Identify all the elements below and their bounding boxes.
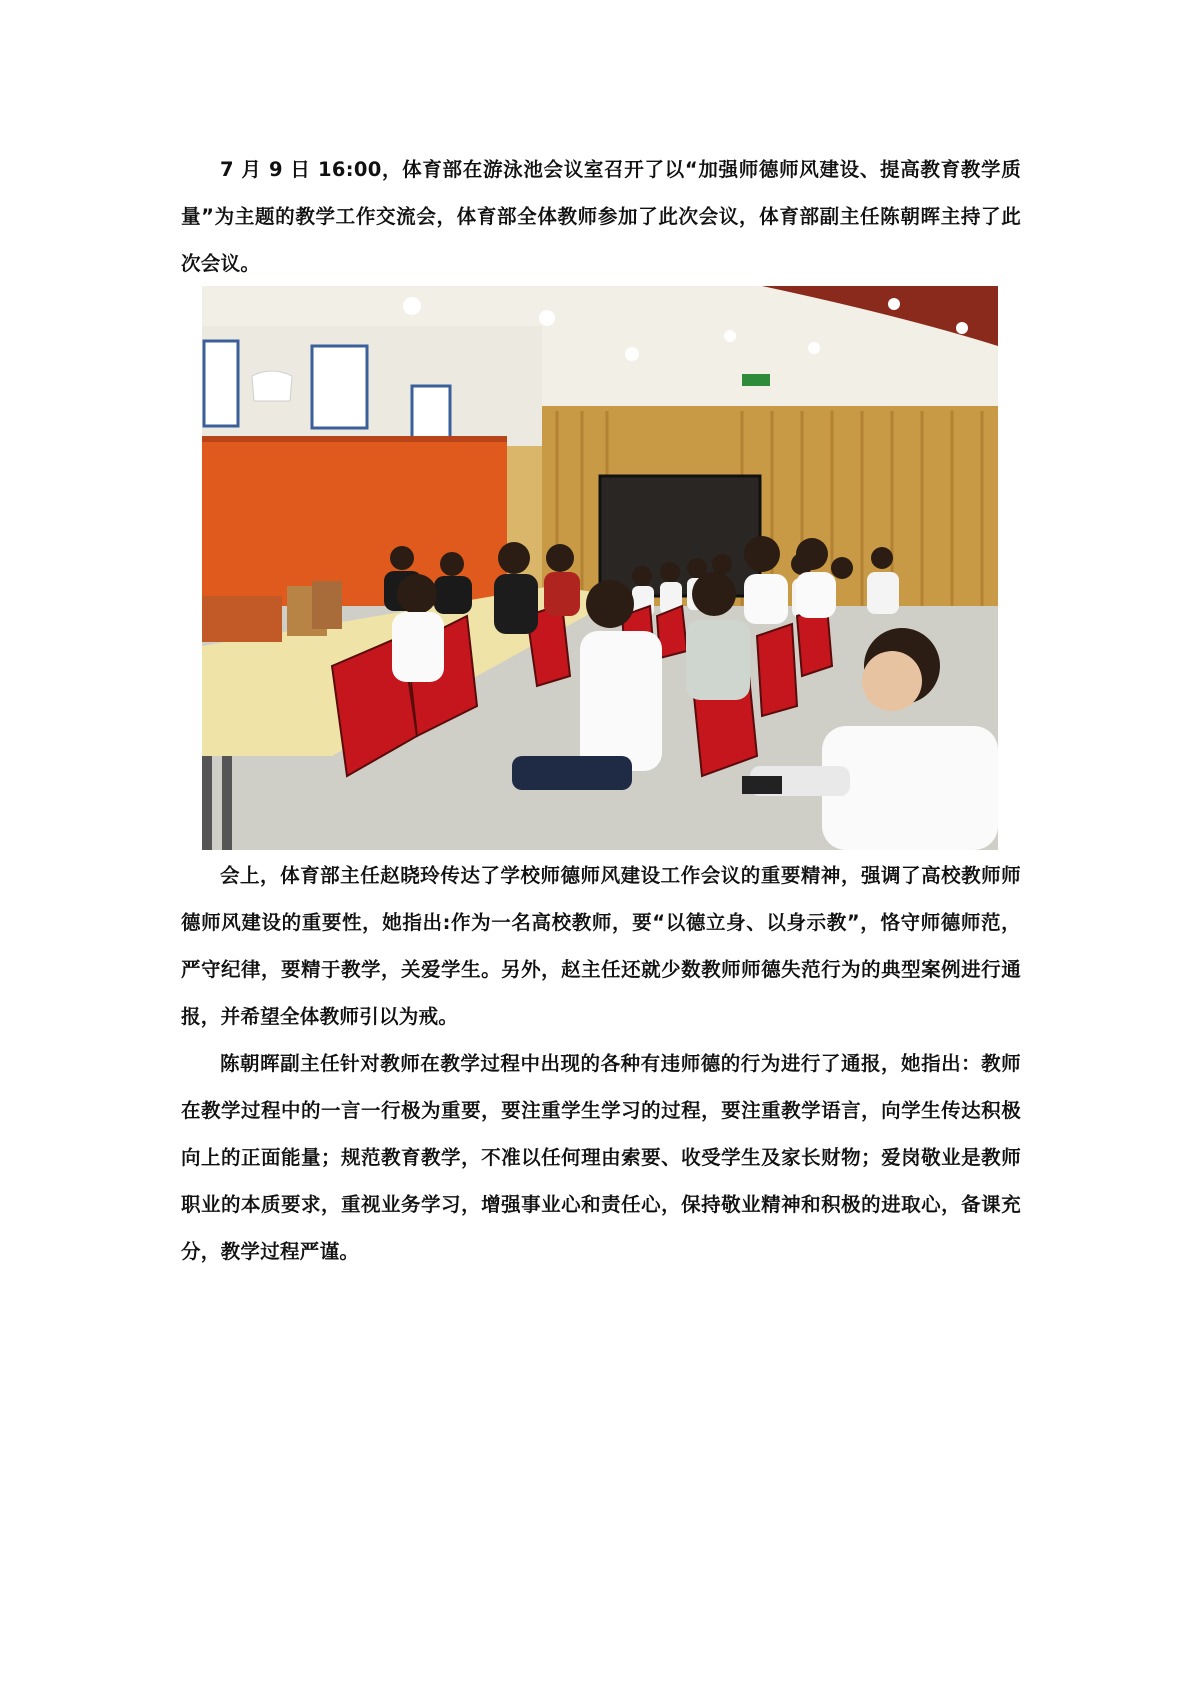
paragraph-intro: 7 月 9 日 16:00，体育部在游泳池会议室召开了以“加强师德师风建设、提高教育教学质量”为主题的教学工作交流会，体育部全体教师参加了此次会议，体育部副主任陈朝晖主持了此次会议。: [181, 158, 1021, 275]
meeting-photo: [202, 286, 998, 850]
paragraph-deputy-speech: 陈朝晖副主任针对教师在教学过程中出现的各种有违师德的行为进行了通报，她指出：教师在教学过程中的一言一行极为重要，要注重学生学习的过程，要注重教学语言，向学生传达积极向上的正面能量；规范教育教学，不准以任何理由索要、收受学生及家长财物；爱岗敬业是教师职业的本质要求，重视业务学习，增强事业心和责任心，保持敬业精神和积极的进取心，备课充分，教学过程严谨。: [181, 1052, 1021, 1263]
paragraph-director-speech: 会上，体育部主任赵晓玲传达了学校师德师风建设工作会议的重要精神，强调了高校教师师德师风建设的重要性，她指出:作为一名高校教师，要“以德立身、以身示教”，恪守师德师范，严守纪律，要精于教学，关爱学生。另外，赵主任还就少数教师师德失范行为的典型案例进行通报，并希望全体教师引以为戒。: [181, 864, 1021, 1028]
intro-section: [181, 146, 1021, 287]
body-section: [181, 852, 1021, 1275]
